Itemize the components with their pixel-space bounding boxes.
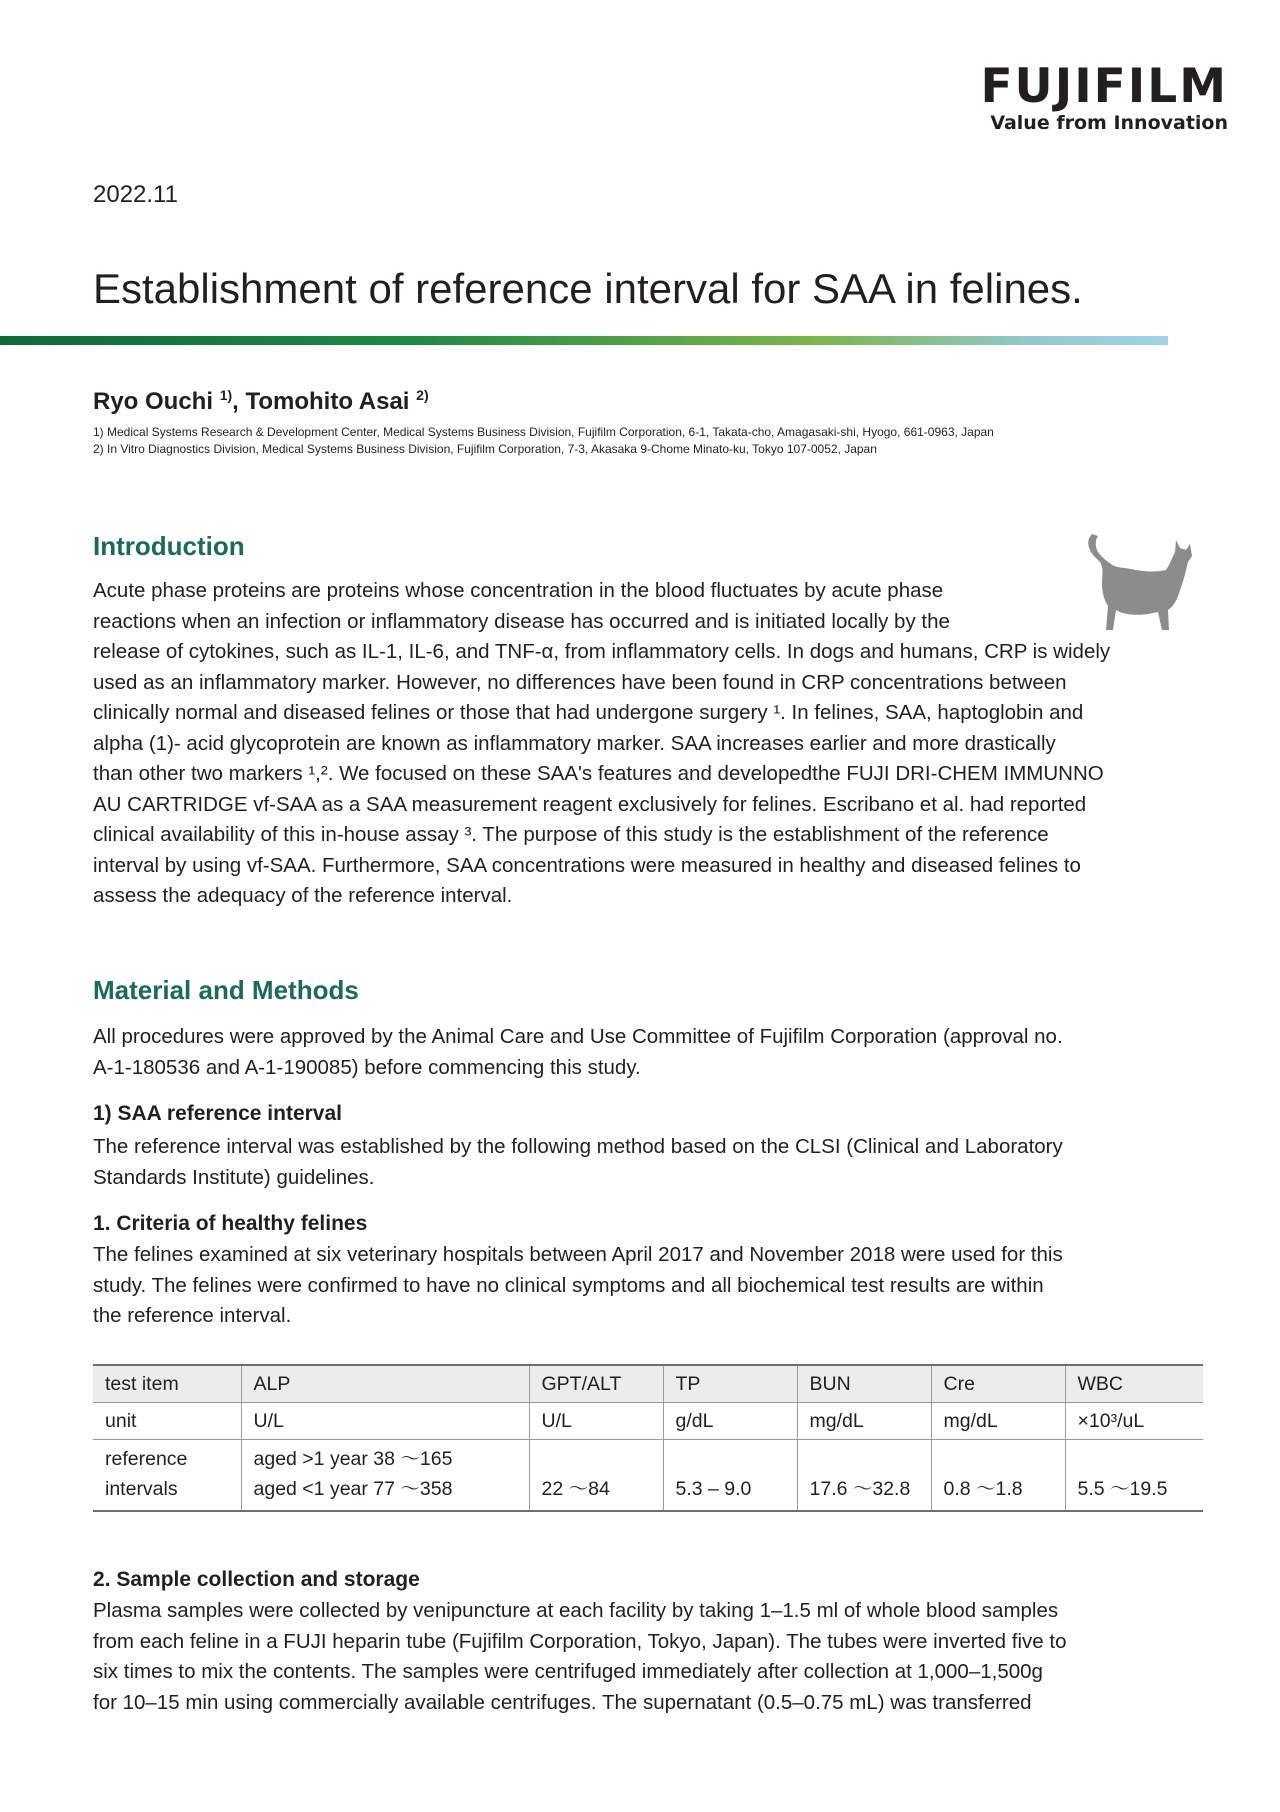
text-line: Plasma samples were collected by venipuncture at each facility by taking 1–1.5 ml of whole blood samples [93, 1599, 1059, 1622]
logo-wordmark: FUJIFILM [980, 59, 1228, 114]
text-line: clinically normal and diseased felines or those that had undergone surgery ¹. In felines, SAA, haptoglobin and [93, 701, 1084, 724]
table-cell: 5.3 – 9.0 [663, 1440, 797, 1512]
table-header-cell: BUN [797, 1365, 931, 1403]
author-affil-ref: 2) [416, 387, 429, 403]
methods-heading: Material and Methods [93, 975, 359, 1005]
text-line: All procedures were approved by the Animal Care and Use Committee of Fujifilm Corporation (approval no. [93, 1025, 1063, 1048]
text-line: assess the adequacy of the reference interval. [93, 884, 513, 907]
table-cell: 0.8 ～1.8 [931, 1440, 1065, 1512]
row-label-line: intervals [105, 1478, 178, 1500]
text-line: AU CARTRIDGE vf-SAA as a SAA measurement reagent exclusively for felines. Escribano et al. had reported [93, 792, 1087, 816]
table-row [93, 1403, 1203, 1440]
author-name: Tomohito Asai [245, 388, 410, 415]
text-line: the reference interval. [93, 1304, 292, 1327]
text-line: six times to mix the contents. The samples were centrifuged immediately after collection at 1,000–1,500g [93, 1660, 1043, 1683]
criteria-heading: 1. Criteria of healthy felines [93, 1212, 368, 1235]
table-header-cell: GPT/ALT [529, 1365, 663, 1403]
table-header-row [93, 1365, 1203, 1403]
text-line: The reference interval was established by the following method based on the CLSI (Clinical and Laboratory [93, 1135, 1063, 1158]
alp-range-line: aged >1 year 38 ～165 [253, 1448, 453, 1470]
table-cell [93, 1440, 241, 1512]
text-line: release of cytokines, such as IL-1, IL-6, and TNF-α, from inflammatory cells. In dogs and humans, CRP is widely [93, 640, 1111, 663]
table-header-cell: Cre [931, 1365, 1065, 1403]
reference-criteria-table [93, 1364, 1203, 1512]
table-cell: 5.5 ～19.5 [1065, 1440, 1203, 1512]
criteria-paragraph [93, 1240, 1063, 1332]
table-cell: 17.6 ～32.8 [797, 1440, 931, 1512]
intro-paragraph [93, 576, 1110, 912]
author-separator: , [232, 388, 246, 415]
affiliation-line: 1) Medical Systems Research & Development Center, Medical Systems Business Division, Fujifilm Corporation, 6-1, Takata-cho, Amagasaki-shi, Hyogo, 661-0963, Japan [93, 425, 994, 439]
text-line: interval by using vf-SAA. Furthermore, SAA concentrations were measured in healthy and diseased felines to [93, 853, 1081, 877]
author-affil-ref: 1) [219, 387, 233, 403]
affiliations [93, 424, 1213, 458]
sample-collection-heading: 2. Sample collection and storage [93, 1568, 420, 1591]
table-cell: U/L [529, 1403, 663, 1440]
text-line: reactions when an infection or inflammatory disease has occurred and is initiated locally by the [93, 609, 950, 633]
authors [93, 380, 429, 417]
table-header-cell: test item [93, 1365, 241, 1403]
table-cell: unit [93, 1403, 241, 1440]
table-cell: ×10³/uL [1065, 1403, 1203, 1440]
table-header-cell: TP [663, 1365, 797, 1403]
table-cell: mg/dL [797, 1403, 931, 1440]
table-cell: 22 ～84 [529, 1440, 663, 1512]
alp-range-line: aged <1 year 77 ～358 [253, 1478, 453, 1500]
text-line: for 10–15 min using commercially available centrifuges. The supernatant (0.5–0.75 mL) was transferred [93, 1690, 1032, 1714]
text-line: A-1-180536 and A-1-190085) before commencing this study. [93, 1055, 641, 1079]
publication-date: 2022.11 [93, 181, 178, 208]
page-title: Establishment of reference interval for SAA in felines. [93, 265, 1083, 312]
sample-collection-paragraph [93, 1596, 1066, 1718]
text-line: clinical availability of this in-house assay ³. The purpose of this study is the establishment of the reference [93, 823, 1049, 846]
table-cell: g/dL [663, 1403, 797, 1440]
table-row [93, 1440, 1203, 1512]
approval-paragraph [93, 1022, 1063, 1083]
gradient-divider [0, 336, 1168, 345]
intro-heading: Introduction [93, 531, 245, 561]
text-line: study. The felines were confirmed to have no clinical symptoms and all biochemical test results are within [93, 1273, 1044, 1297]
table-cell: mg/dL [931, 1403, 1065, 1440]
table-cell: U/L [241, 1403, 529, 1440]
text-line: alpha (1)- acid glycoprotein are known as inflammatory marker. SAA increases earlier and more drastically [93, 731, 1056, 755]
author-name: Ryo Ouchi [93, 388, 214, 415]
text-line: Acute phase proteins are proteins whose concentration in the blood fluctuates by acute phase [93, 579, 944, 602]
logo-tagline: Value from Innovation [990, 112, 1228, 134]
text-line: than other two markers ¹,². We focused on these SAA's features and developedthe FUJI DRI-CHEM IMMUNNO [93, 762, 1104, 785]
saa-reference-heading: 1) SAA reference interval [93, 1102, 342, 1125]
text-line: Standards Institute) guidelines. [93, 1165, 375, 1189]
text-line: used as an inflammatory marker. However, no differences have been found in CRP concentrations between [93, 670, 1067, 694]
fujifilm-logo [978, 59, 1228, 134]
row-label-line: reference [105, 1448, 188, 1470]
text-line: from each feline in a FUJI heparin tube (Fujifilm Corporation, Tokyo, Japan). The tubes were inverted five to [93, 1629, 1067, 1653]
table-header-cell: ALP [241, 1365, 529, 1403]
saa-reference-paragraph [93, 1132, 1063, 1193]
table-header-cell: WBC [1065, 1365, 1203, 1403]
text-line: The felines examined at six veterinary hospitals between April 2017 and November 2018 were used for this [93, 1243, 1063, 1266]
table-cell [241, 1440, 529, 1512]
affiliation-line: 2) In Vitro Diagnostics Division, Medical Systems Business Division, Fujifilm Corporation, 7-3, Akasaka 9-Chome Minato-ku, Tokyo 107-0052, Japan [93, 442, 877, 456]
